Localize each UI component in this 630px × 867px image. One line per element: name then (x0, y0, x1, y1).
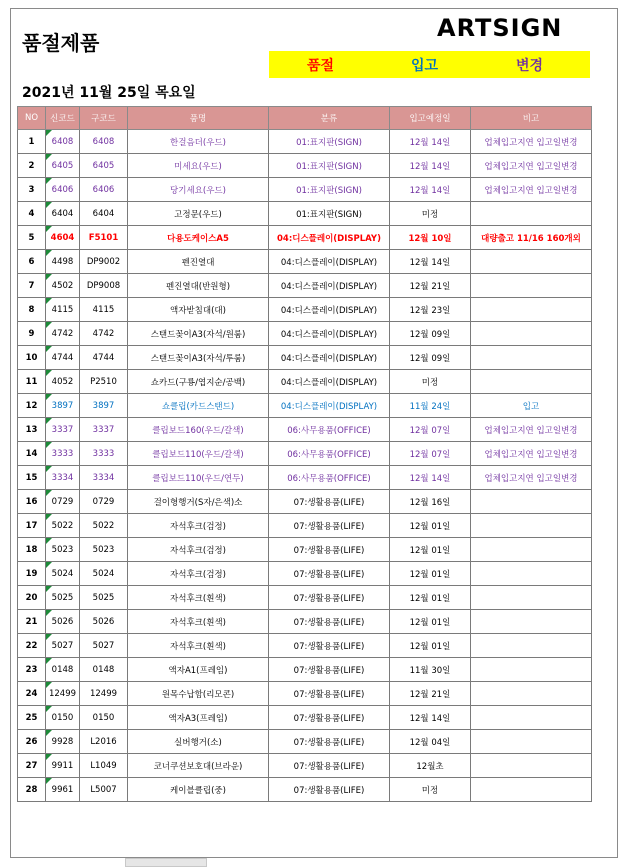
table-row (18, 634, 592, 658)
cell-old-code[interactable]: P2510 (80, 370, 128, 394)
cell-due-date[interactable]: 12월 10일 (390, 226, 471, 250)
header-note[interactable]: 비고 (471, 107, 592, 130)
cell-due-date[interactable]: 12월 14일 (390, 250, 471, 274)
cell-old-code[interactable]: DP9008 (80, 274, 128, 298)
cell-old-code[interactable]: 6406 (80, 178, 128, 202)
table-row (18, 346, 592, 370)
table-row (18, 658, 592, 682)
table-row (18, 418, 592, 442)
cell-note[interactable] (471, 346, 592, 370)
cell-no[interactable]: 23 (18, 658, 46, 682)
header-product-name[interactable]: 품명 (128, 107, 269, 130)
cell-category[interactable]: 04:디스플레이(DISPLAY) (269, 250, 390, 274)
table-row (18, 682, 592, 706)
cell-no[interactable]: 9 (18, 322, 46, 346)
table-row (18, 226, 592, 250)
cell-category[interactable]: 04:디스플레이(DISPLAY) (269, 226, 390, 250)
cell-note[interactable]: 업체입고지연 입고일변경 (471, 130, 592, 154)
cell-due-date[interactable]: 12월초 (390, 754, 471, 778)
legend-soldout: 품절 (307, 58, 335, 74)
cell-due-date[interactable]: 12월 14일 (390, 154, 471, 178)
cell-product-name[interactable]: 스탠드꽂이A3(자석/투룸) (128, 346, 269, 370)
cell-due-date[interactable]: 12월 14일 (390, 178, 471, 202)
cell-no[interactable]: 3 (18, 178, 46, 202)
cell-no[interactable]: 8 (18, 298, 46, 322)
cell-note[interactable] (471, 538, 592, 562)
cell-due-date[interactable]: 12월 23일 (390, 298, 471, 322)
cell-note[interactable] (471, 250, 592, 274)
cell-no[interactable]: 6 (18, 250, 46, 274)
cell-note[interactable] (471, 298, 592, 322)
cell-no[interactable]: 14 (18, 442, 46, 466)
cell-note[interactable]: 입고 (471, 394, 592, 418)
table-row (18, 250, 592, 274)
cell-no[interactable]: 2 (18, 154, 46, 178)
cell-new-code[interactable]: 3334 (46, 466, 80, 490)
cell-note[interactable] (471, 706, 592, 730)
cell-new-code[interactable]: 6405 (46, 154, 80, 178)
table-row (18, 178, 592, 202)
cell-category[interactable]: 07:생활용품(LIFE) (269, 706, 390, 730)
cell-product-name[interactable]: 자석후크(흰색) (128, 634, 269, 658)
cell-product-name[interactable]: 미세요(우드) (128, 154, 269, 178)
cell-due-date[interactable]: 12월 14일 (390, 466, 471, 490)
table-row (18, 514, 592, 538)
cell-old-code[interactable]: 0148 (80, 658, 128, 682)
cell-due-date[interactable]: 12월 14일 (390, 130, 471, 154)
cell-note[interactable]: 업체입고지연 입고일변경 (471, 442, 592, 466)
table-row (18, 130, 592, 154)
cell-no[interactable]: 16 (18, 490, 46, 514)
cell-category[interactable]: 07:생활용품(LIFE) (269, 586, 390, 610)
cell-new-code[interactable]: 6406 (46, 178, 80, 202)
header-old-code[interactable]: 구코드 (80, 107, 128, 130)
cell-due-date[interactable]: 12월 01일 (390, 538, 471, 562)
cell-product-name[interactable]: 쇼카드(구룡/엽지순/공백) (128, 370, 269, 394)
cell-new-code[interactable]: 5022 (46, 514, 80, 538)
cell-old-code[interactable]: 5027 (80, 634, 128, 658)
cell-no[interactable]: 20 (18, 586, 46, 610)
cell-due-date[interactable]: 12월 14일 (390, 706, 471, 730)
cell-category[interactable]: 01:표지판(SIGN) (269, 154, 390, 178)
cell-old-code[interactable]: 5026 (80, 610, 128, 634)
cell-no[interactable]: 19 (18, 562, 46, 586)
cell-product-name[interactable]: 펜진열대 (128, 250, 269, 274)
table-row (18, 394, 592, 418)
cell-no[interactable]: 10 (18, 346, 46, 370)
cell-new-code[interactable]: 12499 (46, 682, 80, 706)
cell-due-date[interactable]: 12월 21일 (390, 682, 471, 706)
cell-new-code[interactable]: 4604 (46, 226, 80, 250)
cell-note[interactable] (471, 658, 592, 682)
cell-new-code[interactable]: 4742 (46, 322, 80, 346)
cell-new-code[interactable]: 0150 (46, 706, 80, 730)
cell-note[interactable] (471, 274, 592, 298)
cell-category[interactable]: 07:생활용품(LIFE) (269, 682, 390, 706)
cell-due-date[interactable]: 11월 30일 (390, 658, 471, 682)
cell-old-code[interactable]: 5024 (80, 562, 128, 586)
cell-new-code[interactable]: 4052 (46, 370, 80, 394)
cell-category[interactable]: 07:생활용품(LIFE) (269, 754, 390, 778)
cell-no[interactable]: 26 (18, 730, 46, 754)
cell-category[interactable]: 04:디스플레이(DISPLAY) (269, 322, 390, 346)
cell-new-code[interactable]: 5025 (46, 586, 80, 610)
cell-new-code[interactable]: 0148 (46, 658, 80, 682)
table-row (18, 298, 592, 322)
header-category[interactable]: 분류 (269, 107, 390, 130)
cell-no[interactable]: 17 (18, 514, 46, 538)
cell-new-code[interactable]: 4498 (46, 250, 80, 274)
cell-old-code[interactable]: 6404 (80, 202, 128, 226)
cell-product-name[interactable]: 스탠드꽂이A3(자석/원룸) (128, 322, 269, 346)
cell-new-code[interactable]: 9961 (46, 778, 80, 802)
table-row (18, 706, 592, 730)
cell-old-code[interactable]: L5007 (80, 778, 128, 802)
cell-product-name[interactable]: 자석후크(흰색) (128, 610, 269, 634)
header-due-date[interactable]: 입고예정일 (390, 107, 471, 130)
cell-old-code[interactable]: DP9002 (80, 250, 128, 274)
cell-new-code[interactable]: 4744 (46, 346, 80, 370)
cell-product-name[interactable]: 액자A3(프레임) (128, 706, 269, 730)
cell-due-date[interactable]: 12월 01일 (390, 634, 471, 658)
cell-old-code[interactable]: 3337 (80, 418, 128, 442)
cell-category[interactable]: 06:사무용품(OFFICE) (269, 418, 390, 442)
cell-no[interactable]: 22 (18, 634, 46, 658)
cell-new-code[interactable]: 5024 (46, 562, 80, 586)
cell-no[interactable]: 7 (18, 274, 46, 298)
table-row (18, 730, 592, 754)
cell-note[interactable]: 업체입고지연 입고일변경 (471, 178, 592, 202)
cell-note[interactable] (471, 754, 592, 778)
cell-old-code[interactable]: 3334 (80, 466, 128, 490)
cell-note[interactable] (471, 730, 592, 754)
legend-change: 변경 (516, 58, 544, 74)
table-row (18, 202, 592, 226)
header-new-code[interactable]: 신코드 (46, 107, 80, 130)
cell-product-name[interactable]: 자석후크(검정) (128, 538, 269, 562)
cell-due-date[interactable]: 12월 09일 (390, 322, 471, 346)
cell-product-name[interactable]: 클립보드110(우드/갈색) (128, 442, 269, 466)
cell-product-name[interactable]: 고정문(우드) (128, 202, 269, 226)
cell-new-code[interactable]: 5026 (46, 610, 80, 634)
cell-old-code[interactable]: 6405 (80, 154, 128, 178)
cell-product-name[interactable]: 쇼클립(카드스탠드) (128, 394, 269, 418)
cell-note[interactable] (471, 610, 592, 634)
table-row (18, 490, 592, 514)
cell-category[interactable]: 06:사무용품(OFFICE) (269, 442, 390, 466)
cell-category[interactable]: 07:생활용품(LIFE) (269, 538, 390, 562)
cell-due-date[interactable]: 12월 09일 (390, 346, 471, 370)
cell-due-date[interactable]: 12월 01일 (390, 514, 471, 538)
cell-product-name[interactable]: 액자받침대(대) (128, 298, 269, 322)
cell-old-code[interactable]: L1049 (80, 754, 128, 778)
table-row (18, 538, 592, 562)
cell-category[interactable]: 06:사무용품(OFFICE) (269, 466, 390, 490)
cell-old-code[interactable]: L2016 (80, 730, 128, 754)
legend-restock: 입고 (411, 58, 439, 74)
cell-new-code[interactable]: 3337 (46, 418, 80, 442)
cell-category[interactable]: 07:생활용품(LIFE) (269, 730, 390, 754)
cell-category[interactable]: 07:생활용품(LIFE) (269, 658, 390, 682)
table-row (18, 610, 592, 634)
cell-no[interactable]: 5 (18, 226, 46, 250)
cell-note[interactable] (471, 322, 592, 346)
cell-note[interactable] (471, 562, 592, 586)
color-legend (269, 51, 590, 78)
cell-due-date[interactable]: 11월 24일 (390, 394, 471, 418)
cell-old-code[interactable]: 5022 (80, 514, 128, 538)
cell-product-name[interactable]: 클립보드110(우드/연두) (128, 466, 269, 490)
cell-product-name[interactable]: 자석후크(검정) (128, 562, 269, 586)
cell-product-name[interactable]: 당기세요(우드) (128, 178, 269, 202)
cell-old-code[interactable]: 12499 (80, 682, 128, 706)
cell-no[interactable]: 24 (18, 682, 46, 706)
page-title: 품절제품 (22, 31, 100, 55)
cell-new-code[interactable]: 9928 (46, 730, 80, 754)
cell-note[interactable]: 업체입고지연 입고일변경 (471, 154, 592, 178)
cell-note[interactable]: 업체입고지연 입고일변경 (471, 466, 592, 490)
cell-product-name[interactable]: 한걸음더(우드) (128, 130, 269, 154)
cell-new-code[interactable]: 5027 (46, 634, 80, 658)
cell-no[interactable]: 25 (18, 706, 46, 730)
cell-new-code[interactable]: 0729 (46, 490, 80, 514)
cell-new-code[interactable]: 6408 (46, 130, 80, 154)
cell-category[interactable]: 04:디스플레이(DISPLAY) (269, 394, 390, 418)
cell-new-code[interactable]: 5023 (46, 538, 80, 562)
cell-note[interactable] (471, 202, 592, 226)
cell-note[interactable] (471, 682, 592, 706)
cell-category[interactable]: 07:생활용품(LIFE) (269, 610, 390, 634)
cell-old-code[interactable]: 0729 (80, 490, 128, 514)
table-row (18, 466, 592, 490)
cell-category[interactable]: 04:디스플레이(DISPLAY) (269, 370, 390, 394)
table-row (18, 778, 592, 802)
cell-category[interactable]: 07:생활용품(LIFE) (269, 778, 390, 802)
cell-category[interactable]: 07:생활용품(LIFE) (269, 634, 390, 658)
cell-old-code[interactable]: 4115 (80, 298, 128, 322)
cell-note[interactable]: 업체입고지연 입고일변경 (471, 418, 592, 442)
cell-old-code[interactable]: 6408 (80, 130, 128, 154)
cell-old-code[interactable]: 4742 (80, 322, 128, 346)
cell-category[interactable]: 01:표지판(SIGN) (269, 130, 390, 154)
cell-new-code[interactable]: 9911 (46, 754, 80, 778)
cell-old-code[interactable]: 3333 (80, 442, 128, 466)
cell-product-name[interactable]: 원목수납함(리모콘) (128, 682, 269, 706)
sheet-scroll-tab[interactable] (125, 858, 207, 867)
cell-due-date[interactable]: 12월 01일 (390, 610, 471, 634)
header-no[interactable]: NO (18, 107, 46, 130)
cell-product-name[interactable]: 코너쿠션보호대(브라운) (128, 754, 269, 778)
cell-old-code[interactable]: 5025 (80, 586, 128, 610)
cell-no[interactable]: 11 (18, 370, 46, 394)
cell-due-date[interactable]: 12월 21일 (390, 274, 471, 298)
cell-due-date[interactable]: 12월 01일 (390, 562, 471, 586)
cell-product-name[interactable]: 자석후크(흰색) (128, 586, 269, 610)
cell-category[interactable]: 07:생활용품(LIFE) (269, 514, 390, 538)
cell-no[interactable]: 15 (18, 466, 46, 490)
cell-note[interactable] (471, 586, 592, 610)
table-row (18, 586, 592, 610)
cell-old-code[interactable]: 0150 (80, 706, 128, 730)
cell-product-name[interactable]: 클립보드160(우드/갈색) (128, 418, 269, 442)
cell-category[interactable]: 07:생활용품(LIFE) (269, 490, 390, 514)
cell-category[interactable]: 04:디스플레이(DISPLAY) (269, 346, 390, 370)
cell-product-name[interactable]: 실버행거(소) (128, 730, 269, 754)
cell-old-code[interactable]: 4744 (80, 346, 128, 370)
cell-due-date[interactable]: 12월 16일 (390, 490, 471, 514)
cell-no[interactable]: 18 (18, 538, 46, 562)
cell-no[interactable]: 28 (18, 778, 46, 802)
cell-due-date[interactable]: 12월 07일 (390, 442, 471, 466)
cell-note[interactable] (471, 514, 592, 538)
soldout-table (17, 106, 592, 802)
cell-product-name[interactable]: 케이블클립(중) (128, 778, 269, 802)
table-row (18, 754, 592, 778)
cell-category[interactable]: 04:디스플레이(DISPLAY) (269, 274, 390, 298)
cell-product-name[interactable]: 다용도케이스A5 (128, 226, 269, 250)
cell-category[interactable]: 01:표지판(SIGN) (269, 202, 390, 226)
cell-old-code[interactable]: F5101 (80, 226, 128, 250)
table-row (18, 562, 592, 586)
cell-category[interactable]: 01:표지판(SIGN) (269, 178, 390, 202)
cell-old-code[interactable]: 5023 (80, 538, 128, 562)
cell-note[interactable] (471, 490, 592, 514)
cell-product-name[interactable]: 걸이형행거(S자/은색)소 (128, 490, 269, 514)
cell-note[interactable] (471, 778, 592, 802)
cell-due-date[interactable]: 12월 07일 (390, 418, 471, 442)
cell-new-code[interactable]: 3333 (46, 442, 80, 466)
cell-product-name[interactable]: 자석후크(검정) (128, 514, 269, 538)
report-date: 2021년 11월 25일 목요일 (22, 85, 196, 101)
table-row (18, 322, 592, 346)
brand-logo: ARTSIGN (437, 14, 563, 42)
cell-old-code[interactable]: 3897 (80, 394, 128, 418)
cell-note[interactable] (471, 634, 592, 658)
cell-no[interactable]: 27 (18, 754, 46, 778)
cell-note[interactable] (471, 370, 592, 394)
table-row (18, 154, 592, 178)
cell-due-date[interactable]: 미정 (390, 202, 471, 226)
table-row (18, 274, 592, 298)
cell-new-code[interactable]: 4502 (46, 274, 80, 298)
cell-no[interactable]: 1 (18, 130, 46, 154)
cell-no[interactable]: 21 (18, 610, 46, 634)
cell-due-date[interactable]: 미정 (390, 370, 471, 394)
cell-product-name[interactable]: 펜진열대(반원형) (128, 274, 269, 298)
cell-no[interactable]: 12 (18, 394, 46, 418)
cell-no[interactable]: 13 (18, 418, 46, 442)
cell-new-code[interactable]: 4115 (46, 298, 80, 322)
cell-product-name[interactable]: 액자A1(프레임) (128, 658, 269, 682)
cell-new-code[interactable]: 6404 (46, 202, 80, 226)
table-row (18, 442, 592, 466)
table-header-row (18, 107, 592, 130)
cell-due-date[interactable]: 12월 04일 (390, 730, 471, 754)
cell-category[interactable]: 07:생활용품(LIFE) (269, 562, 390, 586)
cell-no[interactable]: 4 (18, 202, 46, 226)
table-row (18, 370, 592, 394)
cell-due-date[interactable]: 미정 (390, 778, 471, 802)
cell-due-date[interactable]: 12월 01일 (390, 586, 471, 610)
cell-new-code[interactable]: 3897 (46, 394, 80, 418)
cell-category[interactable]: 04:디스플레이(DISPLAY) (269, 298, 390, 322)
cell-note[interactable]: 대량출고 11/16 160개외 (471, 226, 592, 250)
